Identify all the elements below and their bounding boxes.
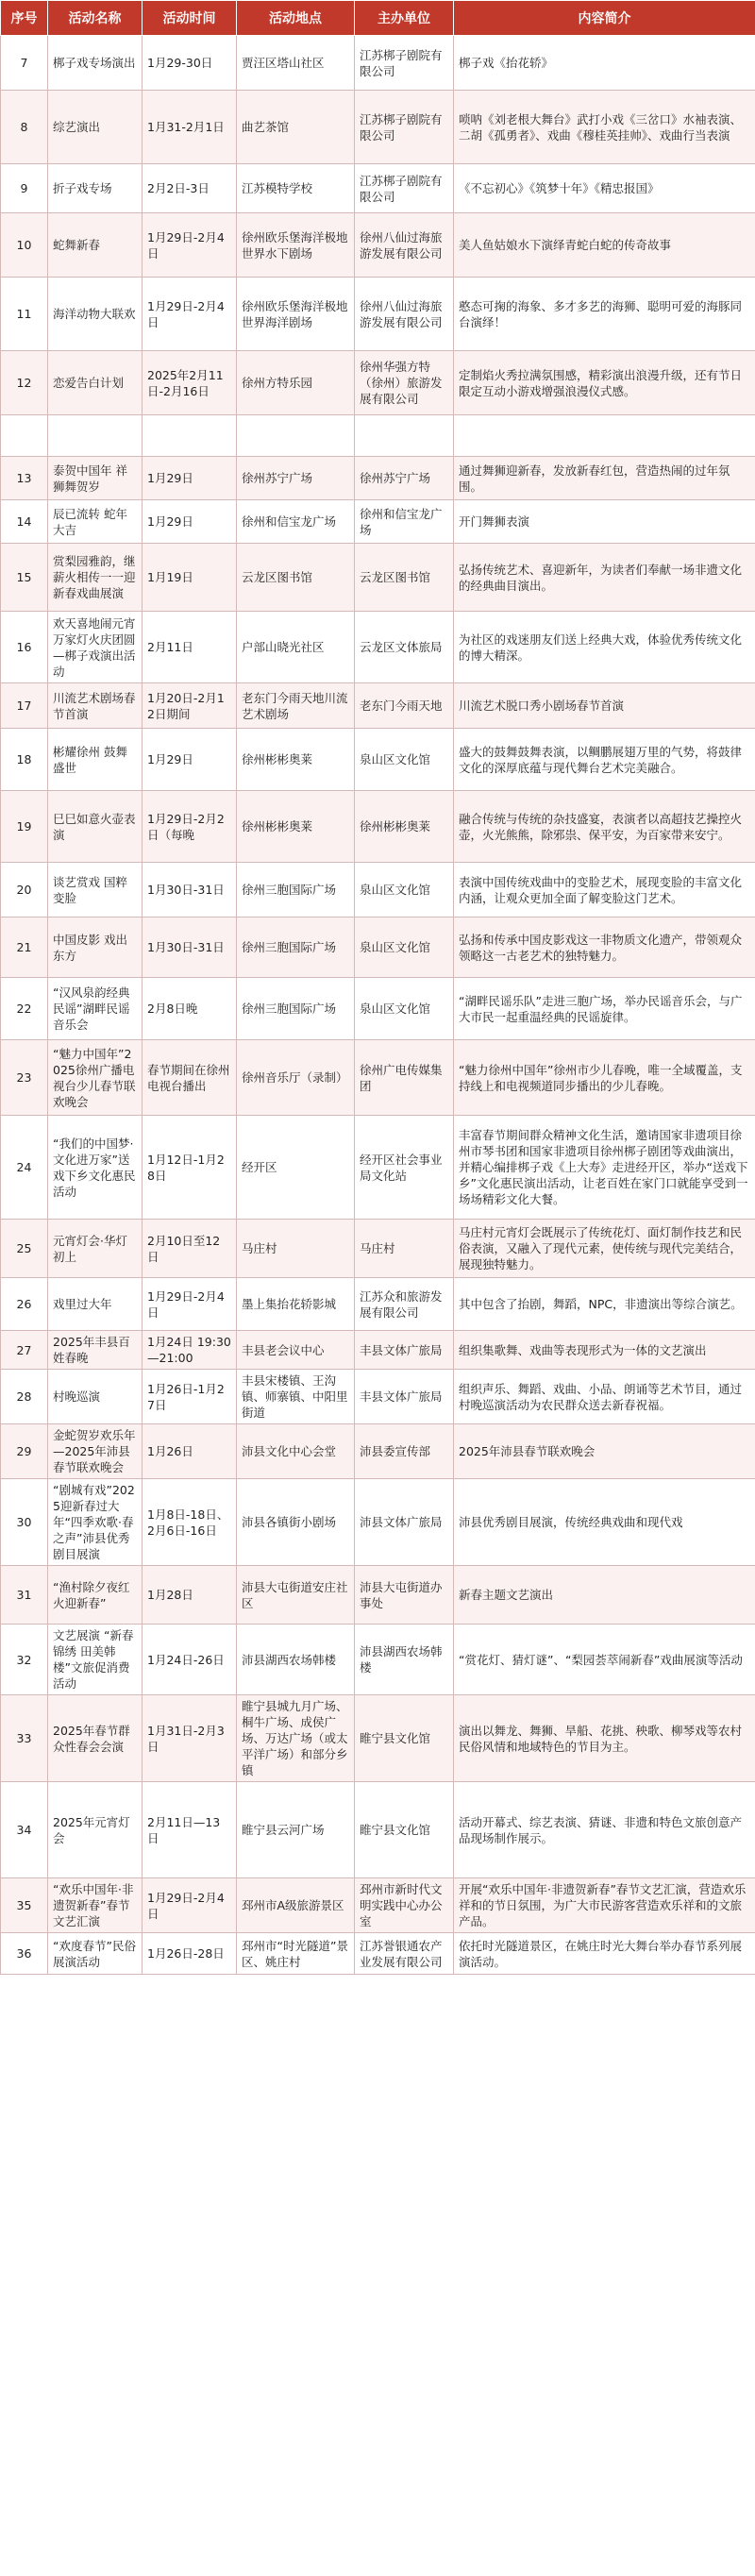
table-row bbox=[1, 1695, 755, 1782]
cell-place: 丰县宋楼镇、王沟镇、师寨镇、中阳里街道 bbox=[237, 1370, 355, 1424]
cell-desc: 《不忘初心》《筑梦十年》《精忠报国》 bbox=[454, 164, 755, 213]
header-name: 活动名称 bbox=[48, 1, 143, 36]
cell-name: 蛇舞新春 bbox=[48, 213, 143, 278]
cell-name: 恋爱告白计划 bbox=[48, 351, 143, 415]
cell-time: 2025年2月11日-2月16日 bbox=[143, 351, 237, 415]
cell-place: 丰县老会议中心 bbox=[237, 1331, 355, 1370]
cell-host: 云龙区文体旅局 bbox=[355, 612, 454, 683]
table-row bbox=[1, 863, 755, 918]
cell-time: 1月29-30日 bbox=[143, 36, 237, 91]
header-place: 活动地点 bbox=[237, 1, 355, 36]
cell-num bbox=[1, 415, 48, 457]
cell-time: 1月19日 bbox=[143, 544, 237, 612]
cell-place: 睢宁县云河广场 bbox=[237, 1782, 355, 1878]
table-row bbox=[1, 683, 755, 729]
table-row bbox=[1, 1625, 755, 1695]
cell-name: 综艺演出 bbox=[48, 91, 143, 164]
table-row bbox=[1, 1566, 755, 1625]
cell-desc: 弘扬和传承中国皮影戏这一非物质文化遗产，带领观众领略这一古老艺术的独特魅力。 bbox=[454, 918, 755, 978]
cell-place: 徐州彬彬奥莱 bbox=[237, 791, 355, 863]
table-row bbox=[1, 791, 755, 863]
cell-host: 徐州苏宁广场 bbox=[355, 457, 454, 500]
cell-name: 元宵灯会·华灯初上 bbox=[48, 1220, 143, 1278]
cell-num: 29 bbox=[1, 1424, 48, 1479]
table-header-row bbox=[1, 1, 755, 36]
cell-num: 30 bbox=[1, 1479, 48, 1566]
cell-time: 1月29日-2月4日 bbox=[143, 213, 237, 278]
table-row bbox=[1, 500, 755, 544]
cell-name: 欢天喜地闹元宵 万家灯火庆团圆—梆子戏演出活动 bbox=[48, 612, 143, 683]
cell-desc: 马庄村元宵灯会既展示了传统花灯、面灯制作技艺和民俗表演，又融入了现代元素，使传统与现代完美结合，展现独特魅力。 bbox=[454, 1220, 755, 1278]
table-row bbox=[1, 1479, 755, 1566]
header-time: 活动时间 bbox=[143, 1, 237, 36]
cell-place: 老东门今雨天地川流艺术剧场 bbox=[237, 683, 355, 729]
cell-host: 徐州八仙过海旅游发展有限公司 bbox=[355, 213, 454, 278]
cell-desc: 盛大的鼓舞鼓舞表演，以鲷鹏展翅万里的气势，将鼓律文化的深厚底蕴与现代舞台艺术完美融合。 bbox=[454, 729, 755, 791]
cell-name: “我们的中国梦·文化进万家”送戏下乡文化惠民活动 bbox=[48, 1116, 143, 1220]
cell-time: 1月31-2月1日 bbox=[143, 91, 237, 164]
cell-desc: 丰富春节期间群众精神文化生活，邀请国家非遗项目徐州市琴书团和国家非遗项目徐州梆子剧团等戏曲演出，并精心编排梆子戏《上大寿》走进经开区，举办“送戏下乡”文化惠民演出活动，让老百姓在家门口就能享受到一场场精彩文化大餐。 bbox=[454, 1116, 755, 1220]
cell-host: 徐州广电传媒集团 bbox=[355, 1040, 454, 1116]
cell-host: 丰县文体广旅局 bbox=[355, 1331, 454, 1370]
cell-name: “魅力中国年”2025徐州广播电视台少儿春节联欢晚会 bbox=[48, 1040, 143, 1116]
cell-name: 谈艺赏戏 国粹变脸 bbox=[48, 863, 143, 918]
cell-name: 中国皮影 戏出东方 bbox=[48, 918, 143, 978]
table-row bbox=[1, 278, 755, 351]
cell-desc: 梆子戏《抬花轿》 bbox=[454, 36, 755, 91]
cell-name: 川流艺术剧场春节首演 bbox=[48, 683, 143, 729]
cell-num: 14 bbox=[1, 500, 48, 544]
cell-num: 20 bbox=[1, 863, 48, 918]
cell-place: 徐州苏宁广场 bbox=[237, 457, 355, 500]
cell-desc: 定制焰火秀拉满氛围感，精彩演出浪漫升级，还有节日限定互动小游戏增强浪漫仪式感。 bbox=[454, 351, 755, 415]
cell-num: 22 bbox=[1, 978, 48, 1040]
cell-name: 2025年春节群众性春会会演 bbox=[48, 1695, 143, 1782]
cell-time: 1月24日 19:30—21:00 bbox=[143, 1331, 237, 1370]
cell-num: 33 bbox=[1, 1695, 48, 1782]
cell-host: 邳州市新时代文明实践中心办公室 bbox=[355, 1878, 454, 1933]
cell-time: 1月31日-2月3日 bbox=[143, 1695, 237, 1782]
cell-desc: 表演中国传统戏曲中的变脸艺术，展现变脸的丰富文化内涵，让观众更加全面了解变脸这门艺术。 bbox=[454, 863, 755, 918]
cell-host: 徐州华强方特（徐州）旅游发展有限公司 bbox=[355, 351, 454, 415]
cell-host: 丰县文体广旅局 bbox=[355, 1370, 454, 1424]
cell-name: 村晚巡演 bbox=[48, 1370, 143, 1424]
cell-place: 沛县大屯街道安庄社区 bbox=[237, 1566, 355, 1625]
cell-num: 26 bbox=[1, 1278, 48, 1331]
table-row bbox=[1, 91, 755, 164]
cell-desc: 憨态可掬的海象、多才多艺的海狮、聪明可爱的海豚同台演绎！ bbox=[454, 278, 755, 351]
cell-desc: 新春主题文艺演出 bbox=[454, 1566, 755, 1625]
header-host: 主办单位 bbox=[355, 1, 454, 36]
cell-num: 27 bbox=[1, 1331, 48, 1370]
cell-name: “欢乐中国年·非遗贺新春”春节文艺汇演 bbox=[48, 1878, 143, 1933]
cell-desc: 其中包含了抬剧，舞蹈，NPC，非遗演出等综合演艺。 bbox=[454, 1278, 755, 1331]
cell-num: 36 bbox=[1, 1933, 48, 1975]
cell-place: 云龙区图书馆 bbox=[237, 544, 355, 612]
cell-time: 1月29日-2月4日 bbox=[143, 1878, 237, 1933]
cell-host bbox=[355, 415, 454, 457]
cell-desc: 唢呐《刘老根大舞台》武打小戏《三岔口》水袖表演、二胡《孤勇者》、戏曲《穆桂英挂帅》、戏曲行当表演 bbox=[454, 91, 755, 164]
cell-name: 折子戏专场 bbox=[48, 164, 143, 213]
cell-time: 2月10日至12日 bbox=[143, 1220, 237, 1278]
cell-host: 沛县委宣传部 bbox=[355, 1424, 454, 1479]
cell-num: 18 bbox=[1, 729, 48, 791]
cell-time: 1月28日 bbox=[143, 1566, 237, 1625]
table-row bbox=[1, 415, 755, 457]
table-row bbox=[1, 918, 755, 978]
cell-time: 1月29日-2月4日 bbox=[143, 278, 237, 351]
cell-host: 马庄村 bbox=[355, 1220, 454, 1278]
cell-place: 徐州彬彬奥莱 bbox=[237, 729, 355, 791]
cell-num: 15 bbox=[1, 544, 48, 612]
cell-name: “渔村除夕夜红火迎新春” bbox=[48, 1566, 143, 1625]
cell-name: 金蛇贺岁欢乐年—2025年沛县春节联欢晚会 bbox=[48, 1424, 143, 1479]
cell-num: 32 bbox=[1, 1625, 48, 1695]
cell-place: 徐州三胞国际广场 bbox=[237, 863, 355, 918]
cell-time: 春节期间在徐州电视台播出 bbox=[143, 1040, 237, 1116]
cell-place: 徐州和信宝龙广场 bbox=[237, 500, 355, 544]
cell-name: 彬耀徐州 鼓舞盛世 bbox=[48, 729, 143, 791]
cell-place: 江苏模特学校 bbox=[237, 164, 355, 213]
header-desc: 内容简介 bbox=[454, 1, 755, 36]
table-row bbox=[1, 351, 755, 415]
cell-place: 沛县湖西农场韩楼 bbox=[237, 1625, 355, 1695]
cell-num: 28 bbox=[1, 1370, 48, 1424]
cell-host: 泉山区文化馆 bbox=[355, 729, 454, 791]
cell-num: 7 bbox=[1, 36, 48, 91]
cell-host: 徐州和信宝龙广场 bbox=[355, 500, 454, 544]
cell-place: 徐州方特乐园 bbox=[237, 351, 355, 415]
table-row bbox=[1, 1040, 755, 1116]
cell-time: 2月8日晚 bbox=[143, 978, 237, 1040]
cell-num: 24 bbox=[1, 1116, 48, 1220]
cell-host: 老东门今雨天地 bbox=[355, 683, 454, 729]
cell-time: 1月30日-31日 bbox=[143, 918, 237, 978]
cell-host: 江苏梆子剧院有限公司 bbox=[355, 164, 454, 213]
cell-host: 睢宁县文化馆 bbox=[355, 1782, 454, 1878]
cell-time: 1月24日-26日 bbox=[143, 1625, 237, 1695]
table-row bbox=[1, 1220, 755, 1278]
cell-name: 巳巳如意火壶表演 bbox=[48, 791, 143, 863]
cell-time: 1月29日 bbox=[143, 500, 237, 544]
cell-name: 辰已流转 蛇年大吉 bbox=[48, 500, 143, 544]
cell-num: 11 bbox=[1, 278, 48, 351]
cell-time: 1月26日-28日 bbox=[143, 1933, 237, 1975]
table-row bbox=[1, 457, 755, 500]
cell-host: 沛县文体广旅局 bbox=[355, 1479, 454, 1566]
cell-desc: “魅力徐州中国年”徐州市少儿春晚，唯一全域覆盖，支持线上和电视频道同步播出的少儿春晚。 bbox=[454, 1040, 755, 1116]
cell-name: 戏里过大年 bbox=[48, 1278, 143, 1331]
cell-desc: 开展“欢乐中国年·非遗贺新春”春节文艺汇演，营造欢乐祥和的节日氛围，为广大市民游客营造欢乐祥和的文旅产品。 bbox=[454, 1878, 755, 1933]
cell-host: 沛县大屯街道办事处 bbox=[355, 1566, 454, 1625]
cell-num: 10 bbox=[1, 213, 48, 278]
cell-place: 徐州三胞国际广场 bbox=[237, 978, 355, 1040]
table-row bbox=[1, 1933, 755, 1975]
cell-num: 17 bbox=[1, 683, 48, 729]
table-row bbox=[1, 1278, 755, 1331]
cell-name: “剧城有戏”2025迎新春过大年“四季欢歌·春之声”沛县优秀剧目展演 bbox=[48, 1479, 143, 1566]
cell-time: 1月20日-2月12日期间 bbox=[143, 683, 237, 729]
cell-desc bbox=[454, 415, 755, 457]
cell-host: 泉山区文化馆 bbox=[355, 863, 454, 918]
cell-place: 徐州欧乐堡海洋极地世界海洋剧场 bbox=[237, 278, 355, 351]
table-row bbox=[1, 164, 755, 213]
cell-num: 9 bbox=[1, 164, 48, 213]
cell-host: 江苏众和旅游发展有限公司 bbox=[355, 1278, 454, 1331]
cell-desc: 为社区的戏迷朋友们送上经典大戏，体验优秀传统文化的博大精深。 bbox=[454, 612, 755, 683]
cell-name: “欢度春节”民俗展演活动 bbox=[48, 1933, 143, 1975]
cell-desc: 川流艺术脱口秀小剧场春节首演 bbox=[454, 683, 755, 729]
cell-place: 徐州音乐厅（录制） bbox=[237, 1040, 355, 1116]
cell-num: 16 bbox=[1, 612, 48, 683]
cell-place: 沛县文化中心会堂 bbox=[237, 1424, 355, 1479]
cell-num: 34 bbox=[1, 1782, 48, 1878]
table-row bbox=[1, 1370, 755, 1424]
cell-place: 经开区 bbox=[237, 1116, 355, 1220]
cell-place: 徐州欧乐堡海洋极地世界水下剧场 bbox=[237, 213, 355, 278]
cell-place: 徐州三胞国际广场 bbox=[237, 918, 355, 978]
cell-desc: 融合传统与传统的杂技盛宴，表演者以高超技艺操控火壶，火光熊熊，除邪祟、保平安，为百家带来安宁。 bbox=[454, 791, 755, 863]
cell-desc: 活动开幕式、综艺表演、猜谜、非遗和特色文旅创意产品现场制作展示。 bbox=[454, 1782, 755, 1878]
cell-host: 睢宁县文化馆 bbox=[355, 1695, 454, 1782]
cell-time: 1月29日-2月2日（每晚 bbox=[143, 791, 237, 863]
cell-place: 马庄村 bbox=[237, 1220, 355, 1278]
cell-host: 徐州八仙过海旅游发展有限公司 bbox=[355, 278, 454, 351]
cell-host: 泉山区文化馆 bbox=[355, 978, 454, 1040]
cell-place: 邳州市“时光隧道”景区、姚庄村 bbox=[237, 1933, 355, 1975]
cell-num: 12 bbox=[1, 351, 48, 415]
table-row bbox=[1, 1116, 755, 1220]
cell-time: 1月12日-1月28日 bbox=[143, 1116, 237, 1220]
cell-num: 25 bbox=[1, 1220, 48, 1278]
cell-time: 2月11日 bbox=[143, 612, 237, 683]
cell-name: 2025年元宵灯会 bbox=[48, 1782, 143, 1878]
cell-host: 江苏梆子剧院有限公司 bbox=[355, 91, 454, 164]
cell-name bbox=[48, 415, 143, 457]
cell-num: 21 bbox=[1, 918, 48, 978]
table-row bbox=[1, 213, 755, 278]
cell-desc: 沛县优秀剧目展演，传统经典戏曲和现代戏 bbox=[454, 1479, 755, 1566]
table-row bbox=[1, 544, 755, 612]
cell-host: 泉山区文化馆 bbox=[355, 918, 454, 978]
cell-desc: 2025年沛县春节联欢晚会 bbox=[454, 1424, 755, 1479]
table-row bbox=[1, 1878, 755, 1933]
cell-place: 墨上集抬花轿影城 bbox=[237, 1278, 355, 1331]
cell-desc: 组织声乐、舞蹈、戏曲、小品、朗诵等艺术节目，通过村晚巡演活动为农民群众送去新春祝福。 bbox=[454, 1370, 755, 1424]
cell-desc: 依托时光隧道景区，在姚庄时光大舞台举办春节系列展演活动。 bbox=[454, 1933, 755, 1975]
cell-place: 贾汪区塔山社区 bbox=[237, 36, 355, 91]
cell-host: 江苏梆子剧院有限公司 bbox=[355, 36, 454, 91]
cell-desc: 开门舞狮表演 bbox=[454, 500, 755, 544]
table-row bbox=[1, 1424, 755, 1479]
cell-desc: “赏花灯、猜灯谜”、“梨园荟萃闹新春”戏曲展演等活动 bbox=[454, 1625, 755, 1695]
cell-name: 海洋动物大联欢 bbox=[48, 278, 143, 351]
cell-place: 睢宁县城九月广场、桐牛广场、成侯广场、万达广场（或太平洋广场）和部分乡镇 bbox=[237, 1695, 355, 1782]
cell-host: 沛县湖西农场韩楼 bbox=[355, 1625, 454, 1695]
cell-name: 梆子戏专场演出 bbox=[48, 36, 143, 91]
cell-num: 8 bbox=[1, 91, 48, 164]
cell-name: 泰贺中国年 祥狮舞贺岁 bbox=[48, 457, 143, 500]
cell-time bbox=[143, 415, 237, 457]
cell-name: 赏梨园雅韵，继薪火相传一一迎新春戏曲展演 bbox=[48, 544, 143, 612]
cell-name: 2025年丰县百姓春晚 bbox=[48, 1331, 143, 1370]
cell-desc: 演出以舞龙、舞狮、旱船、花挑、秧歌、柳琴戏等农村民俗风情和地域特色的节目为主。 bbox=[454, 1695, 755, 1782]
cell-desc: 美人鱼姑娘水下演绎青蛇白蛇的传奇故事 bbox=[454, 213, 755, 278]
cell-desc: “湖畔民谣乐队”走进三胞广场，举办民谣音乐会，与广大市民一起重温经典的民谣旋律。 bbox=[454, 978, 755, 1040]
cell-num: 35 bbox=[1, 1878, 48, 1933]
cell-host: 江苏誉银通农产业发展有限公司 bbox=[355, 1933, 454, 1975]
cell-time: 1月29日 bbox=[143, 457, 237, 500]
cell-host: 经开区社会事业局文化站 bbox=[355, 1116, 454, 1220]
cell-time: 1月26日 bbox=[143, 1424, 237, 1479]
cell-num: 19 bbox=[1, 791, 48, 863]
cell-time: 1月8日-18日、2月6日-16日 bbox=[143, 1479, 237, 1566]
cell-place: 沛县各镇街小剧场 bbox=[237, 1479, 355, 1566]
cell-host: 云龙区图书馆 bbox=[355, 544, 454, 612]
table-row bbox=[1, 36, 755, 91]
cell-num: 13 bbox=[1, 457, 48, 500]
cell-place bbox=[237, 415, 355, 457]
cell-time: 2月11日—13日 bbox=[143, 1782, 237, 1878]
cell-time: 2月2日-3日 bbox=[143, 164, 237, 213]
cell-desc: 弘扬传统艺术、喜迎新年，为读者们奉献一场非遗文化的经典曲目演出。 bbox=[454, 544, 755, 612]
cell-host: 徐州彬彬奥莱 bbox=[355, 791, 454, 863]
cell-time: 1月29日-2月4日 bbox=[143, 1278, 237, 1331]
cell-place: 邳州市A级旅游景区 bbox=[237, 1878, 355, 1933]
cell-name: 文艺展演 “新春锦绣 田美韩楼”文旅促消费活动 bbox=[48, 1625, 143, 1695]
table-row bbox=[1, 1782, 755, 1878]
cell-time: 1月29日 bbox=[143, 729, 237, 791]
cell-time: 1月26日-1月27日 bbox=[143, 1370, 237, 1424]
table-row bbox=[1, 1331, 755, 1370]
cell-place: 户部山晓光社区 bbox=[237, 612, 355, 683]
table-row bbox=[1, 729, 755, 791]
cell-desc: 组织集歌舞、戏曲等表现形式为一体的文艺演出 bbox=[454, 1331, 755, 1370]
cell-name: “汉风泉韵经典民谣”湖畔民谣音乐会 bbox=[48, 978, 143, 1040]
table-row bbox=[1, 612, 755, 683]
header-num: 序号 bbox=[1, 1, 48, 36]
cell-desc: 通过舞狮迎新春，发放新春红包，营造热闹的过年氛围。 bbox=[454, 457, 755, 500]
table-row bbox=[1, 978, 755, 1040]
cell-num: 31 bbox=[1, 1566, 48, 1625]
cell-time: 1月30日-31日 bbox=[143, 863, 237, 918]
cell-place: 曲艺茶馆 bbox=[237, 91, 355, 164]
cell-num: 23 bbox=[1, 1040, 48, 1116]
